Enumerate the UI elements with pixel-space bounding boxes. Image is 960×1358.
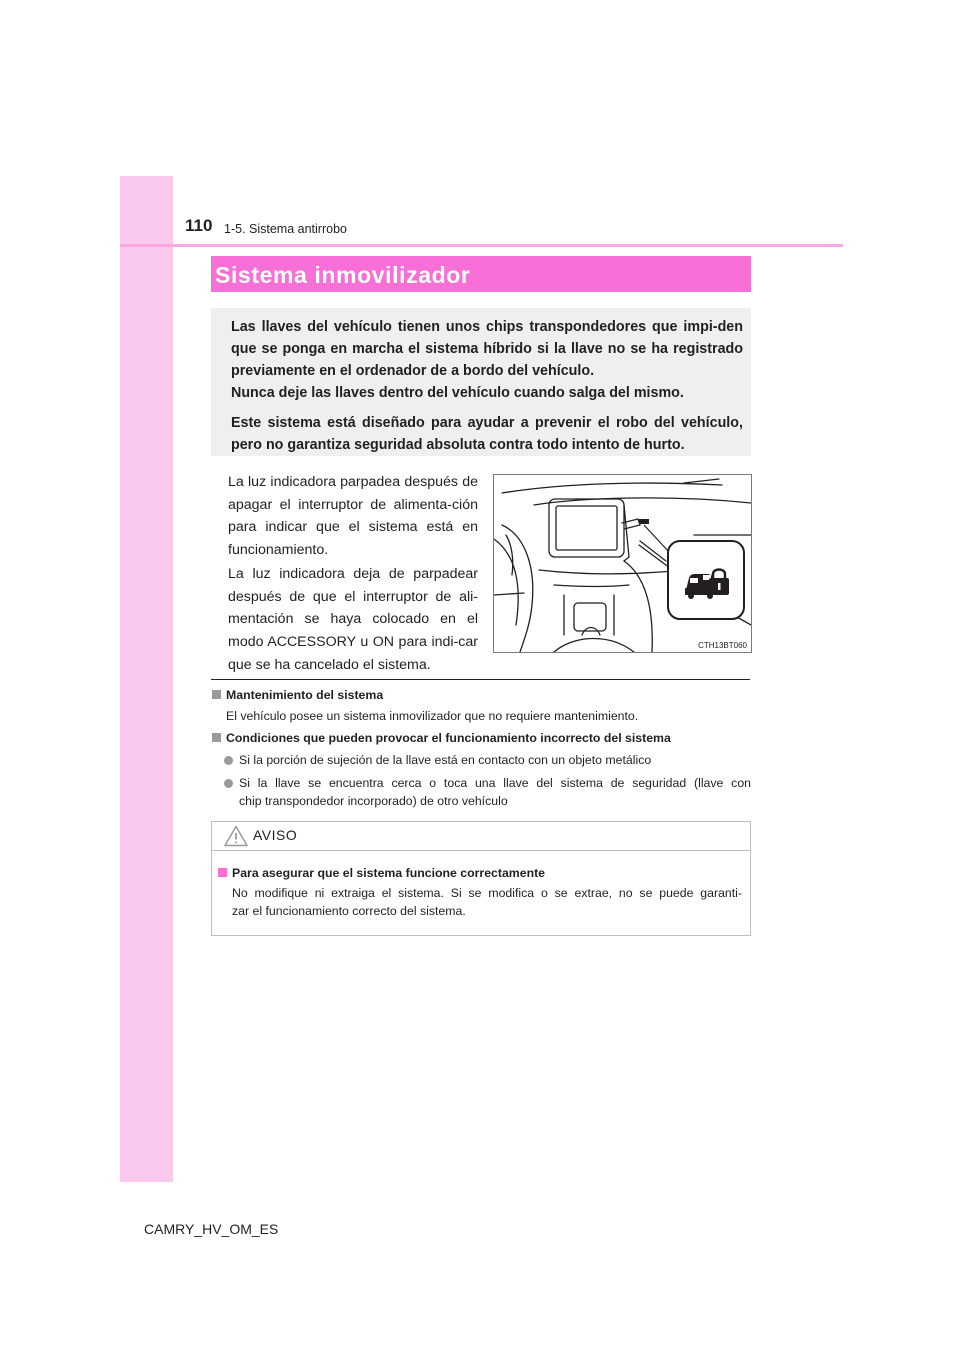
intro-paragraph-1: Las llaves del vehículo tienen unos chips transpondedores que impi-den que se ponga en marcha el sistema híbrido si la llave no se ha registrado previamente en el ordenador de a bordo del vehículo. — [231, 319, 743, 379]
square-bullet-icon — [212, 690, 221, 699]
body-paragraph-1: La luz indicadora parpadea después de apagar el interruptor de alimenta-ción para indicar que el sistema está en funcionamiento. — [228, 474, 478, 559]
aviso-box — [211, 821, 751, 936]
intro-paragraph-2: Nunca deje las llaves dentro del vehículo cuando salga del mismo. — [231, 385, 684, 401]
dashboard-drawing — [494, 475, 751, 652]
aviso-label: AVISO — [253, 827, 298, 843]
figure-code: CTH13BT060 — [698, 641, 747, 650]
section-divider — [211, 679, 750, 680]
condition-item-2-line-1: Si la llave se encuentra cerca o toca una llave del sistema de seguridad (llave con — [239, 776, 751, 790]
footer-code: CAMRY_HV_OM_ES — [144, 1221, 279, 1237]
aviso-text-line-1: No modifique ni extraiga el sistema. Si se modifica o se extrae, no se puede garanti- — [232, 886, 742, 900]
round-bullet-icon — [224, 756, 233, 765]
square-bullet-icon — [218, 868, 227, 877]
section-label: 1-5. Sistema antirrobo — [224, 222, 347, 236]
aviso-heading: Para asegurar que el sistema funcione correctamente — [218, 866, 545, 880]
body-paragraph-2: La luz indicadora deja de parpadear después de que el interruptor de ali-mentación se haya colocado en el modo ACCESSORY u ON para indi-car que se ha cancelado el sistema. — [228, 566, 478, 673]
aviso-text-line-2: zar el funcionamiento correcto del sistema. — [232, 904, 466, 918]
square-bullet-icon — [212, 733, 221, 742]
aviso-header — [212, 822, 750, 851]
condition-item-2-line-2: chip transpondedor incorporado) de otro vehículo — [239, 794, 508, 808]
page-number: 110 — [185, 216, 213, 235]
intro-box — [211, 308, 751, 456]
section-title: Sistema inmovilizador — [215, 262, 471, 288]
header-rule — [120, 244, 843, 247]
maintenance-text: El vehículo posee un sistema inmovilizador que no requiere mantenimiento. — [226, 709, 639, 723]
conditions-heading: Condiciones que pueden provocar el funcionamiento incorrecto del sistema — [212, 731, 671, 745]
condition-item-1: Si la porción de sujeción de la llave está en contacto con un objeto metálico — [239, 753, 652, 767]
dashboard-illustration — [493, 474, 752, 653]
intro-paragraph-3: Este sistema está diseñado para ayudar a prevenir el robo del vehículo, pero no garantiza seguridad absoluta contra todo intento de hurto. — [231, 415, 743, 453]
round-bullet-icon — [224, 779, 233, 788]
section-title-bar — [211, 256, 751, 292]
warning-triangle-icon — [224, 825, 248, 847]
side-tab-bar — [120, 176, 173, 1182]
maintenance-heading: Mantenimiento del sistema — [212, 688, 383, 702]
